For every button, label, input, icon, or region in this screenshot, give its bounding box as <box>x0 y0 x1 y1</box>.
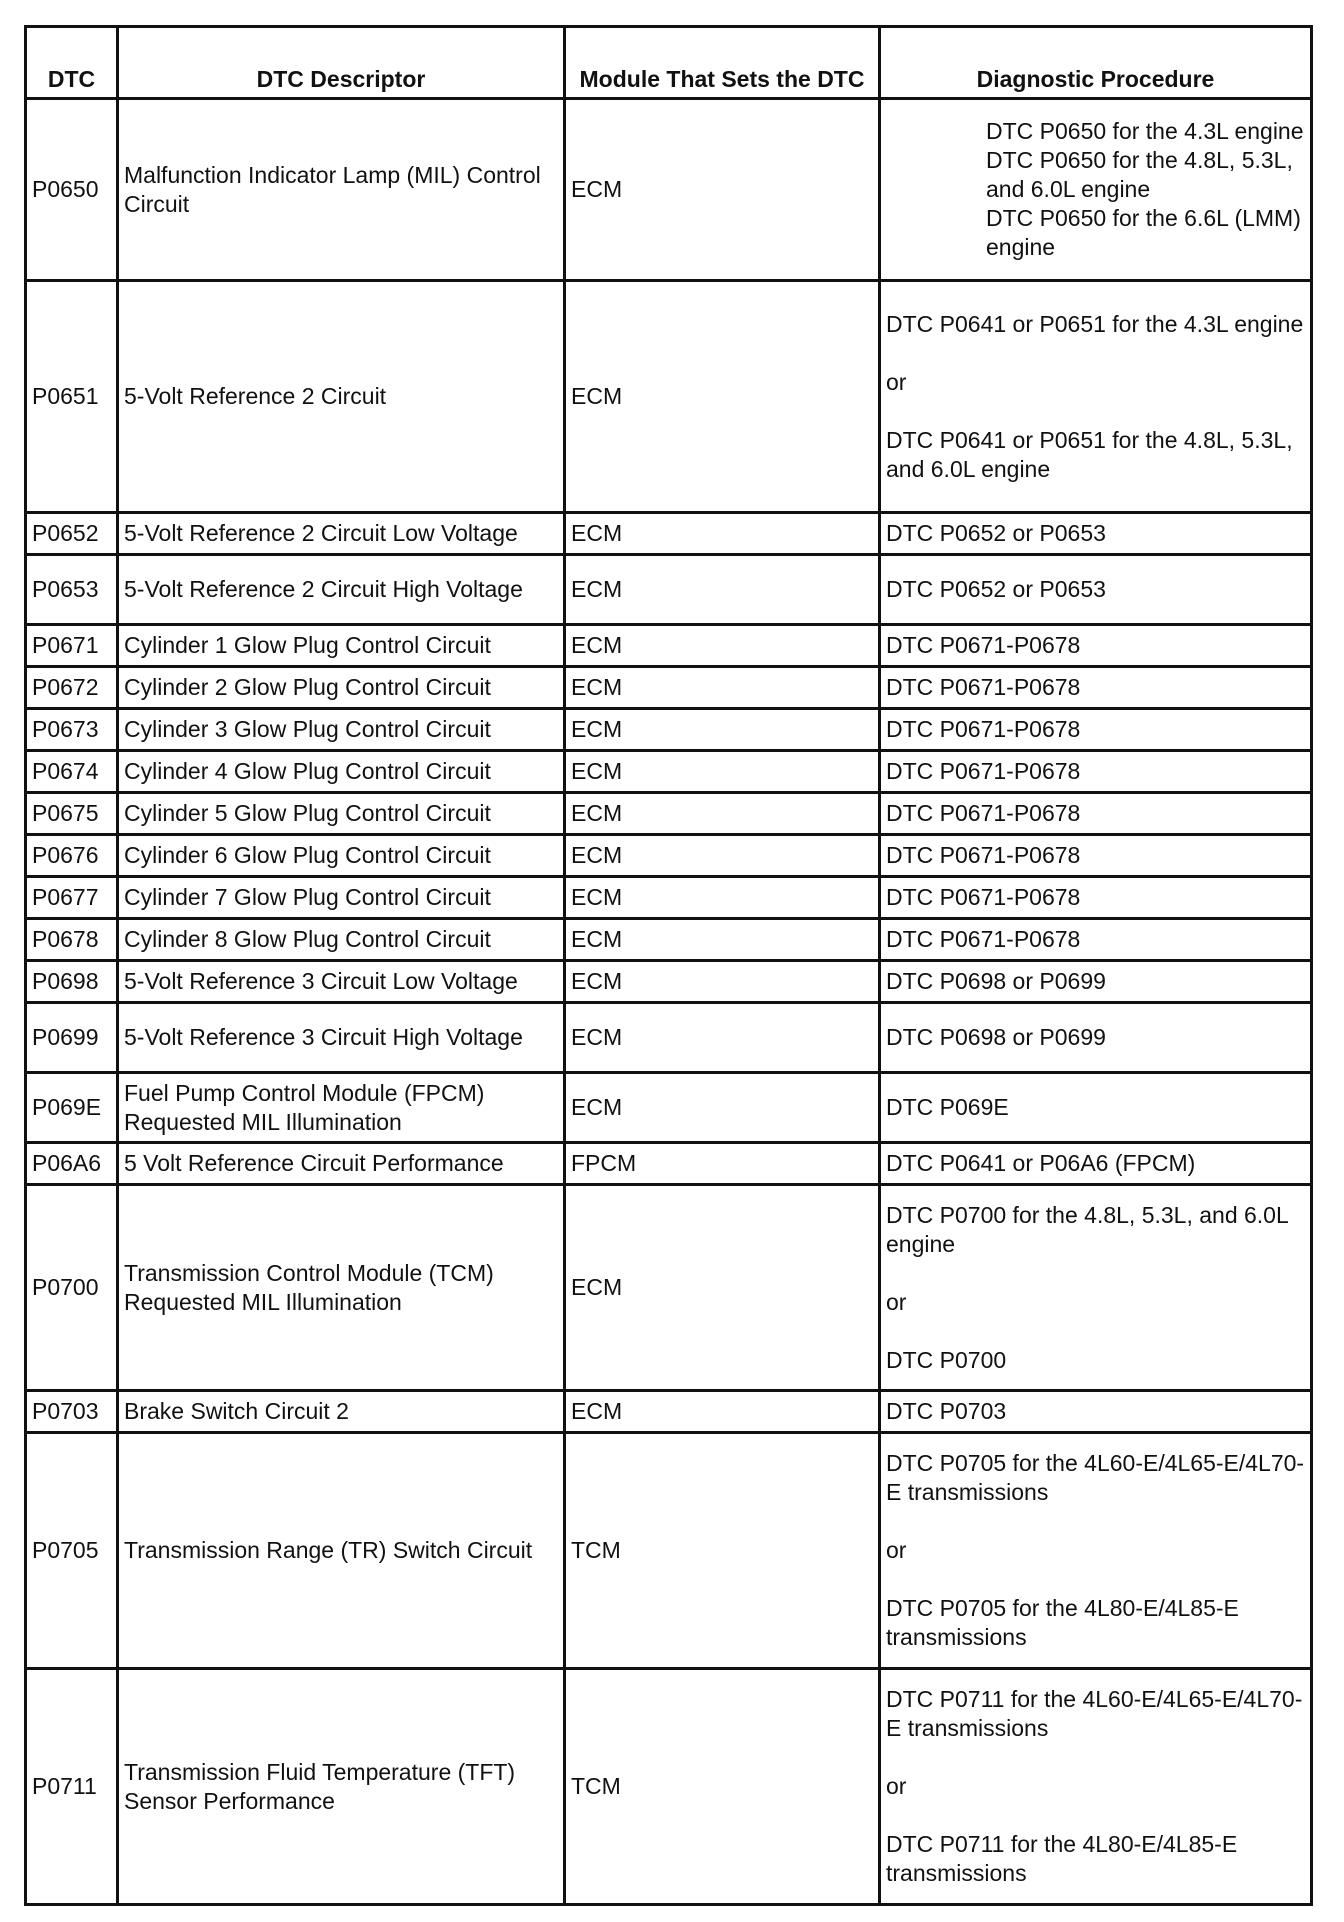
table-row <box>26 709 1312 751</box>
module-cell: ECM <box>565 919 880 961</box>
diagnostic-procedure-cell <box>880 709 1312 751</box>
dtc-code-cell: P0653 <box>26 555 118 625</box>
procedure-link[interactable]: DTC P0700 <box>886 1346 1007 1373</box>
procedure-or-text: or <box>886 1537 907 1563</box>
diagnostic-procedure-cell <box>880 919 1312 961</box>
dtc-descriptor-cell: 5-Volt Reference 2 Circuit <box>118 281 565 513</box>
diagnostic-procedure-cell <box>880 793 1312 835</box>
table-header-row <box>26 27 1312 99</box>
diagnostic-procedure-cell <box>880 281 1312 513</box>
procedure-link[interactable]: DTC P0671-P0678 <box>886 758 1081 784</box>
table-row <box>26 667 1312 709</box>
table-row <box>26 877 1312 919</box>
dtc-code-cell: P0652 <box>26 513 118 555</box>
procedure-link[interactable]: DTC P0671-P0678 <box>886 884 1081 910</box>
diagnostic-procedure-cell <box>880 667 1312 709</box>
dtc-code-cell: P0676 <box>26 835 118 877</box>
diagnostic-procedure-cell <box>880 1143 1312 1185</box>
diagnostic-procedure-cell <box>880 877 1312 919</box>
dtc-code-cell: P0677 <box>26 877 118 919</box>
procedure-link[interactable]: DTC P069E <box>886 1094 1009 1120</box>
procedure-link[interactable]: DTC P0698 or P0699 <box>886 968 1106 994</box>
procedure-link[interactable]: DTC P0641 or P06A6 (FPCM) <box>886 1150 1196 1176</box>
procedure-or-text: or <box>886 1288 907 1315</box>
table-body <box>26 99 1312 1905</box>
procedure-or-text: or <box>886 368 907 395</box>
table-row <box>26 281 1312 513</box>
diagnostic-procedure-cell <box>880 835 1312 877</box>
module-cell: ECM <box>565 99 880 281</box>
diagnostic-procedure-cell <box>880 513 1312 555</box>
diagnostic-procedure-cell <box>880 751 1312 793</box>
module-cell: ECM <box>565 961 880 1003</box>
dtc-descriptor-cell: Cylinder 1 Glow Plug Control Circuit <box>118 625 565 667</box>
diagnostic-procedure-cell <box>880 1073 1312 1143</box>
dtc-code-cell: P0671 <box>26 625 118 667</box>
procedure-link[interactable]: DTC P0641 or P0651 for the 4.8L, 5.3L, and 6.0L engine <box>886 426 1293 482</box>
module-cell: ECM <box>565 1391 880 1433</box>
procedure-or-text: or <box>886 1773 907 1799</box>
procedure-link[interactable]: DTC P0671-P0678 <box>886 674 1081 700</box>
table-row <box>26 793 1312 835</box>
dtc-code-cell: P0703 <box>26 1391 118 1433</box>
procedure-link[interactable]: DTC P0671-P0678 <box>886 716 1081 742</box>
procedure-link[interactable]: DTC P0671-P0678 <box>886 842 1081 868</box>
dtc-descriptor-cell: 5-Volt Reference 3 Circuit High Voltage <box>118 1003 565 1073</box>
module-cell: FPCM <box>565 1143 880 1185</box>
dtc-code-cell: P0698 <box>26 961 118 1003</box>
table-row <box>26 1073 1312 1143</box>
module-cell: ECM <box>565 1003 880 1073</box>
dtc-descriptor-cell: 5-Volt Reference 3 Circuit Low Voltage <box>118 961 565 1003</box>
table-row <box>26 751 1312 793</box>
table-row <box>26 625 1312 667</box>
table-row <box>26 1669 1312 1905</box>
procedure-link[interactable]: DTC P0671-P0678 <box>886 926 1081 952</box>
dtc-code-cell: P06A6 <box>26 1143 118 1185</box>
module-cell: ECM <box>565 877 880 919</box>
header-module: Module That Sets the DTC <box>565 27 880 99</box>
dtc-code-cell: P0650 <box>26 99 118 281</box>
module-cell: ECM <box>565 793 880 835</box>
dtc-table <box>24 25 1313 1906</box>
dtc-descriptor-cell: Transmission Fluid Temperature (TFT) Sensor Performance <box>118 1669 565 1905</box>
diagnostic-procedure-cell <box>880 99 1312 281</box>
dtc-descriptor-cell: Cylinder 8 Glow Plug Control Circuit <box>118 919 565 961</box>
module-cell: ECM <box>565 835 880 877</box>
diagnostic-procedure-cell <box>880 961 1312 1003</box>
dtc-code-cell: P0675 <box>26 793 118 835</box>
dtc-descriptor-cell: Transmission Range (TR) Switch Circuit <box>118 1433 565 1669</box>
procedure-link[interactable]: DTC P0641 or P0651 for the 4.3L engine <box>886 310 1304 337</box>
dtc-descriptor-cell: Cylinder 4 Glow Plug Control Circuit <box>118 751 565 793</box>
table-row <box>26 555 1312 625</box>
dtc-descriptor-cell: Transmission Control Module (TCM) Requested MIL Illumination <box>118 1185 565 1391</box>
dtc-code-cell: P0673 <box>26 709 118 751</box>
procedure-link[interactable]: DTC P0711 for the 4L60-E/4L65-E/4L70-E transmissions <box>886 1686 1303 1741</box>
table-row <box>26 1003 1312 1073</box>
dtc-descriptor-cell: 5 Volt Reference Circuit Performance <box>118 1143 565 1185</box>
procedure-link[interactable]: DTC P0711 for the 4L80-E/4L85-E transmissions <box>886 1831 1238 1886</box>
dtc-descriptor-cell: 5-Volt Reference 2 Circuit High Voltage <box>118 555 565 625</box>
dtc-code-cell: P0674 <box>26 751 118 793</box>
dtc-code-cell: P0678 <box>26 919 118 961</box>
dtc-descriptor-cell: Cylinder 2 Glow Plug Control Circuit <box>118 667 565 709</box>
table-row <box>26 835 1312 877</box>
dtc-code-cell: P0700 <box>26 1185 118 1391</box>
table-row <box>26 1143 1312 1185</box>
dtc-descriptor-cell: Cylinder 3 Glow Plug Control Circuit <box>118 709 565 751</box>
dtc-code-cell: P0699 <box>26 1003 118 1073</box>
diagnostic-procedure-cell <box>880 1003 1312 1073</box>
diagnostic-procedure-cell <box>880 1391 1312 1433</box>
module-cell: ECM <box>565 281 880 513</box>
diagnostic-procedure-cell <box>880 625 1312 667</box>
table-row <box>26 961 1312 1003</box>
dtc-descriptor-cell: Cylinder 6 Glow Plug Control Circuit <box>118 835 565 877</box>
dtc-descriptor-cell: Cylinder 5 Glow Plug Control Circuit <box>118 793 565 835</box>
dtc-descriptor-cell: 5-Volt Reference 2 Circuit Low Voltage <box>118 513 565 555</box>
module-cell: ECM <box>565 555 880 625</box>
dtc-code-cell: P0672 <box>26 667 118 709</box>
module-cell: ECM <box>565 667 880 709</box>
procedure-link[interactable]: DTC P0650 for the 6.6L (LMM) engine <box>986 205 1301 260</box>
procedure-link[interactable]: DTC P0671-P0678 <box>886 800 1081 826</box>
dtc-code-cell: P069E <box>26 1073 118 1143</box>
dtc-code-cell: P0711 <box>26 1669 118 1905</box>
dtc-descriptor-cell: Malfunction Indicator Lamp (MIL) Control Circuit <box>118 99 565 281</box>
module-cell: ECM <box>565 625 880 667</box>
module-cell: ECM <box>565 1185 880 1391</box>
module-cell: ECM <box>565 1073 880 1143</box>
dtc-code-cell: P0651 <box>26 281 118 513</box>
procedure-link[interactable]: DTC P0650 for the 4.8L, 5.3L, and 6.0L engine <box>986 147 1293 202</box>
procedure-link[interactable]: DTC P0671-P0678 <box>886 632 1081 658</box>
module-cell: TCM <box>565 1669 880 1905</box>
module-cell: ECM <box>565 709 880 751</box>
diagnostic-procedure-cell <box>880 555 1312 625</box>
table-row <box>26 1433 1312 1669</box>
procedure-link[interactable]: DTC P0650 for the 4.3L engine <box>986 118 1304 144</box>
table-row <box>26 513 1312 555</box>
diagnostic-procedure-cell <box>880 1669 1312 1905</box>
procedure-link[interactable]: DTC P0703 <box>886 1398 1007 1424</box>
module-cell: ECM <box>565 513 880 555</box>
diagnostic-procedure-cell <box>880 1433 1312 1669</box>
dtc-descriptor-cell: Cylinder 7 Glow Plug Control Circuit <box>118 877 565 919</box>
procedure-link[interactable]: DTC P0652 or P0653 <box>886 576 1106 602</box>
procedure-link[interactable]: DTC P0705 for the 4L60-E/4L65-E/4L70-E transmissions <box>886 1450 1305 1505</box>
table-row <box>26 1185 1312 1391</box>
table-row <box>26 919 1312 961</box>
module-cell: ECM <box>565 751 880 793</box>
header-descriptor: DTC Descriptor <box>118 27 565 99</box>
dtc-code-cell: P0705 <box>26 1433 118 1669</box>
procedure-link[interactable]: DTC P0705 for the 4L80-E/4L85-E transmissions <box>886 1595 1239 1650</box>
dtc-descriptor-cell: Brake Switch Circuit 2 <box>118 1391 565 1433</box>
header-procedure: Diagnostic Procedure <box>880 27 1312 99</box>
procedure-link[interactable]: DTC P0700 for the 4.8L, 5.3L, and 6.0L engine <box>886 1201 1288 1257</box>
table-row <box>26 1391 1312 1433</box>
procedure-link[interactable]: DTC P0698 or P0699 <box>886 1024 1106 1050</box>
dtc-descriptor-cell: Fuel Pump Control Module (FPCM) Requested MIL Illumination <box>118 1073 565 1143</box>
table-row <box>26 99 1312 281</box>
procedure-link[interactable]: DTC P0652 or P0653 <box>886 520 1106 546</box>
module-cell: TCM <box>565 1433 880 1669</box>
header-dtc: DTC <box>26 27 118 99</box>
diagnostic-procedure-cell <box>880 1185 1312 1391</box>
